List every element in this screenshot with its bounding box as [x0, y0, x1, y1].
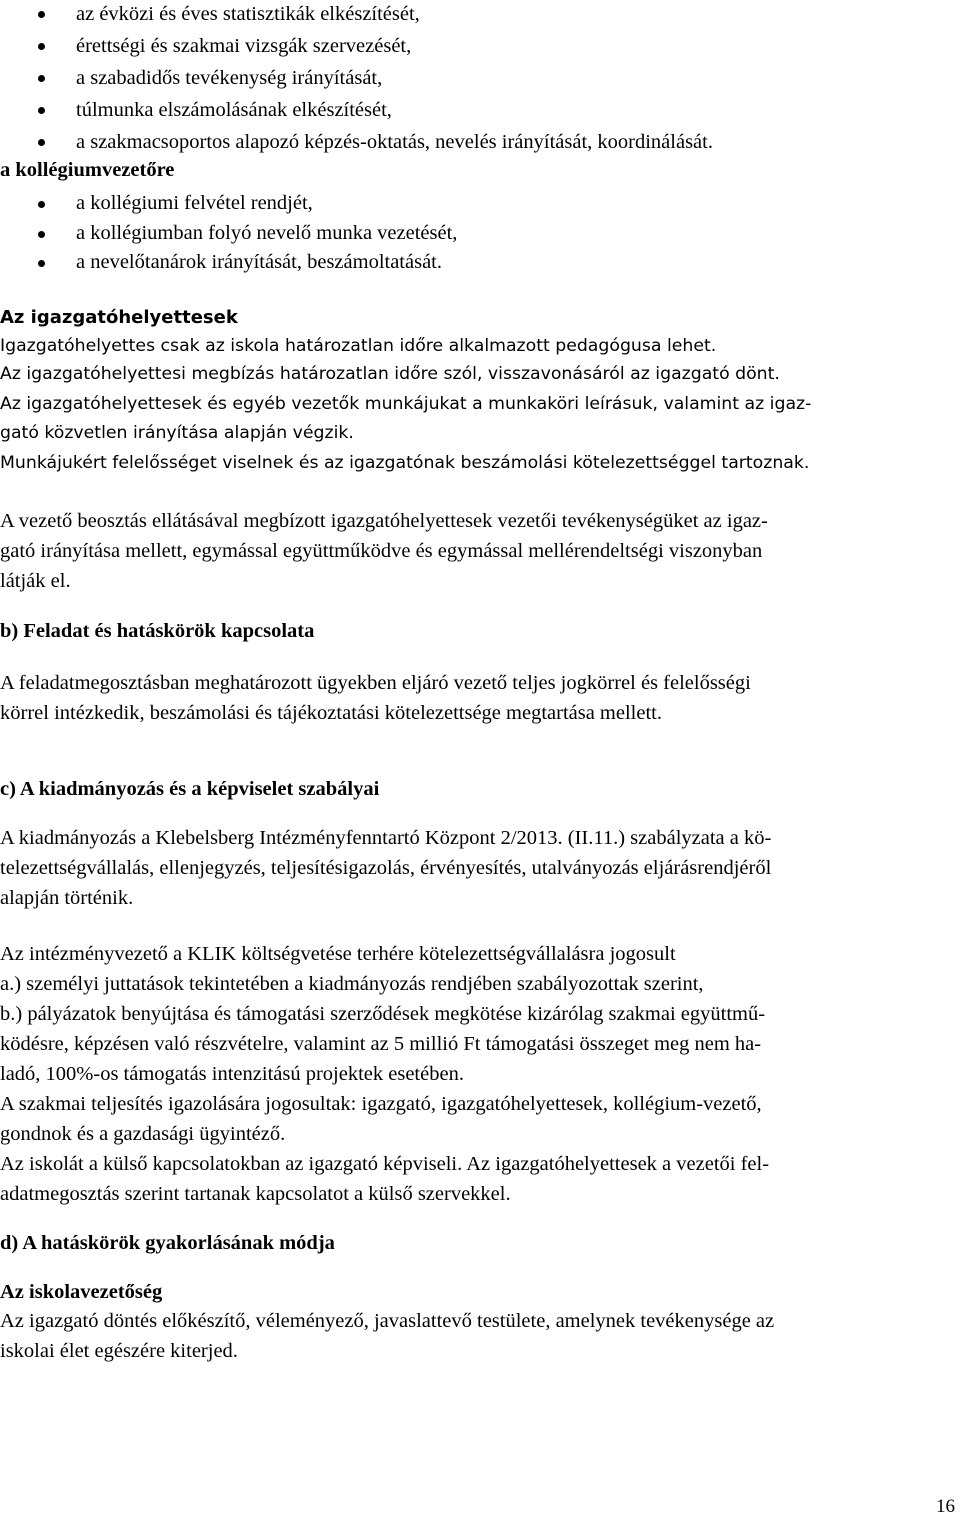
text-line: alapján történik.	[0, 887, 134, 909]
bullet-icon	[38, 139, 45, 146]
text-line: körrel intézkedik, beszámolási és tájékoztatási kötelezettsége megtartása mellett.	[0, 702, 662, 724]
text-line: a.) személyi juttatások tekintetében a kiadmányozás rendjében szabályozottak szerint,	[0, 973, 704, 995]
list-item: érettségi és szakmai vizsgák szervezését,	[76, 35, 412, 57]
text-line: A vezető beosztás ellátásával megbízott igazgatóhelyettesek vezetői tevékenységüket az igaz-	[0, 510, 768, 532]
text-line: Az iskolát a külső kapcsolatokban az igazgató képviseli. Az igazgatóhelyettesek a vezetői fel-	[0, 1153, 770, 1175]
text-line: iskolai élet egészére kiterjed.	[0, 1340, 238, 1362]
text-line: Igazgatóhelyettes csak az iskola határozatlan időre alkalmazott pedagógusa lehet.	[0, 336, 717, 356]
list-item: a kollégiumi felvétel rendjét,	[76, 192, 313, 214]
text-line: gató közvetlen irányítása alapján végzik.	[0, 423, 354, 443]
bullet-icon	[38, 75, 45, 82]
text-line: b.) pályázatok benyújtása és támogatási szerződések megkötése kizárólag szakmai együttmű-	[0, 1003, 766, 1025]
text-line: látják el.	[0, 570, 71, 592]
text-line: A szakmai teljesítés igazolására jogosultak: igazgató, igazgatóhelyettesek, kollégium-vezető,	[0, 1093, 762, 1115]
list-item: a szabadidős tevékenység irányítását,	[76, 67, 383, 89]
text-line: A kiadmányozás a Klebelsberg Intézményfenntartó Központ 2/2013. (II.11.) szabályzata a kö-	[0, 827, 772, 849]
text-line: ködésre, képzésen való részvételre, valamint az 5 millió Ft támogatási összeget meg nem ha-	[0, 1033, 762, 1055]
bullet-icon	[38, 201, 45, 208]
page-number: 16	[936, 1496, 955, 1517]
section-heading: Az igazgatóhelyettesek	[0, 307, 238, 328]
bullet-icon	[38, 11, 45, 18]
text-line: ladó, 100%-os támogatás intenzitású projektek esetében.	[0, 1063, 464, 1085]
bullet-icon	[38, 107, 45, 114]
text-line: Az intézményvezető a KLIK költségvetése terhére kötelezettségvállalásra jogosult	[0, 943, 676, 965]
list-item: a nevelőtanárok irányítását, beszámoltatását.	[76, 251, 442, 273]
list-item: a kollégiumban folyó nevelő munka vezetését,	[76, 222, 458, 244]
bullet-icon	[38, 260, 45, 267]
text-line: Az igazgató döntés előkészítő, véleményező, javaslattevő testülete, amelynek tevékenysége az	[0, 1310, 775, 1332]
section-heading: b) Feladat és hatáskörök kapcsolata	[0, 620, 315, 642]
text-line: gató irányítása mellett, egymással együttműködve és egymással mellérendeltségi viszonyban	[0, 540, 763, 562]
text-line: gondnok és a gazdasági ügyintéző.	[0, 1123, 286, 1145]
kollegium-heading: a kollégiumvezetőre	[0, 159, 175, 181]
text-line: telezettségvállalás, ellenjegyzés, teljesítésigazolás, érvényesítés, utalványozás eljárásrendjéről	[0, 857, 772, 879]
subheading: Az iskolavezetőség	[0, 1281, 163, 1303]
text-line: adatmegosztás szerint tartanak kapcsolatot a külső szervekkel.	[0, 1183, 511, 1205]
text-line: Az igazgatóhelyettesi megbízás határozatlan időre szól, visszavonásáról az igazgató dönt.	[0, 364, 780, 384]
bullet-icon	[38, 231, 45, 238]
section-heading: d) A hatáskörök gyakorlásának módja	[0, 1232, 335, 1254]
bullet-icon	[38, 43, 45, 50]
list-item: az évközi és éves statisztikák elkészítését,	[76, 3, 420, 25]
text-line: Munkájukért felelősséget viselnek és az igazgatónak beszámolási kötelezettséggel tartoznak.	[0, 453, 810, 473]
list-item: túlmunka elszámolásának elkészítését,	[76, 99, 392, 121]
text-line: A feladatmegosztásban meghatározott ügyekben eljáró vezető teljes jogkörrel és felelősségi	[0, 672, 751, 694]
section-heading: c) A kiadmányozás és a képviselet szabályai	[0, 778, 380, 800]
list-item: a szakmacsoportos alapozó képzés-oktatás, nevelés irányítását, koordinálását.	[76, 131, 713, 153]
text-line: Az igazgatóhelyettesek és egyéb vezetők munkájukat a munkaköri leírásuk, valamint az igaz-	[0, 394, 812, 414]
